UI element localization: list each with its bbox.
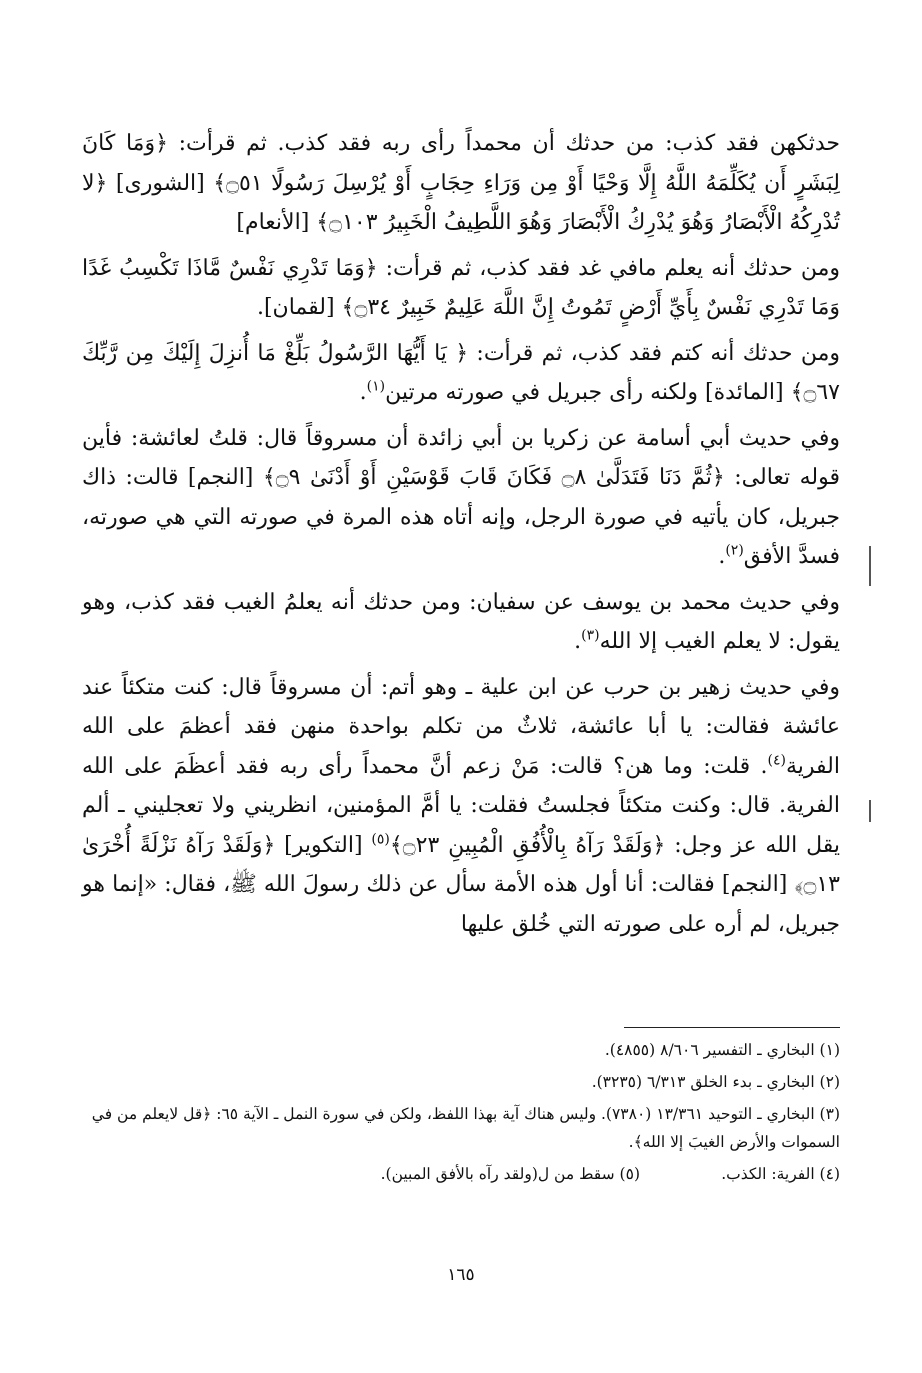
footnote-divider: [624, 1027, 840, 1028]
paragraph-4: وفي حديث أبي أسامة عن زكريا بن أبي زائدة أن مسروقاً قال: قلتُ لعائشة: فأين قوله تعالى: ﴿ثُمَّ دَنَا فَتَدَلَّىٰ ۝٨ فَكَانَ قَابَ قَوْسَيْنِ أَوْ أَدْنَىٰ ۝٩﴾ [النجم] قالت: ذاك جبريل، كان يأتيه في صورة الرجل، وإنه أتاه هذه المرة في صورته التي هي صورته، فسدَّ الأفق$^{(٢)}$.: [82, 425, 840, 569]
paragraph-2: [82, 249, 840, 328]
footnote-ref-3[interactable]: (٣): [581, 627, 600, 644]
paragraph-1: [82, 124, 840, 243]
paragraph-text: ومن حدثك أنه يعلم مافي غد فقد كذب، ثم قرأت: ﴿وَمَا تَدْرِي نَفْسٌ مَّاذَا تَكْسِبُ غَدًا وَمَا تَدْرِي نَفْسٌ بِأَيِّ أَرْضٍ تَمُوتُ إِنَّ اللَّهَ عَلِيمٌ خَبِيرٌ ۝٣٤﴾ [لقمان].: [82, 255, 840, 320]
paragraph-text: وفي حديث أبي أسامة عن زكريا بن أبي زائدة أن مسروقاً قال: قلتُ لعائشة: فأين قوله تعالى: ﴿ثُمَّ دَنَا فَتَدَلَّىٰ ۝٨ فَكَانَ قَابَ قَوْسَيْنِ أَوْ أَدْنَىٰ ۝٩﴾ [النجم] قالت: ذاك جبريل، كان يأتيه في صورة الرجل، وإنه أتاه هذه المرة في صورته التي هي صورته، فسدَّ الأفق: [82, 425, 840, 569]
paragraph-text: حدثكهن فقد كذب: من حدثك أن محمداً رأى ربه فقد كذب. ثم قرأت: ﴿وَمَا كَانَ لِبَشَرٍ أَن يُكَلِّمَهُ اللَّهُ إِلَّا وَحْيًا أَوْ مِن وَرَاءِ حِجَابٍ أَوْ يُرْسِلَ رَسُولًا ۝٥١﴾ [الشورى] ﴿لا تُدْرِكُهُ الْأَبْصَارُ وَهُوَ يُدْرِكُ الْأَبْصَارَ وَهُوَ اللَّطِيفُ الْخَبِيرُ ۝١٠٣﴾ [الأنعام]: [82, 131, 840, 235]
paragraph-text: [التكوير] ﴿وَلَقَدْ رَآهُ نَزْلَةً أُخْرَىٰ ۝١٣﴾ [النجم] فقالت: أنا أول هذه الأمة سأل عن ذلك رسولَ الله ﷺ، فقال: «إنما هو جبريل، لم أره على صورته التي خُلق عليها: [82, 832, 840, 937]
footnote-ref-2[interactable]: (٢): [725, 542, 744, 559]
main-text: [82, 124, 840, 950]
paragraph-text: ومن حدثك أنه كتم فقد كذب، ثم قرأت: ﴿ يَا أَيُّهَا الرَّسُولُ بَلِّغْ مَا أُنزِلَ إِلَيْكَ مِن رَّبِّكَ ۝٦٧﴾ [المائدة] ولكنه رأى جبريل في صورته مرتين: [82, 340, 840, 405]
scan-edge-mark: [869, 800, 871, 822]
paragraph-6: وفي حديث زهير بن حرب عن ابن علية ـ وهو أتم: أن مسروقاً قال: كنت متكئاً عند عائشة فقالت: يا أبا عائشة، ثلاثٌ من تكلم بواحدة منهن فقد أعظمَ على الله الفرية$^{(٤)}$. قلت: وما هن؟ قالت: مَنْ زعم أنَّ محمداً رأى ربه فقد أعظَمَ على الله الفرية. قال: وكنت متكئاً فجلستُ فقلت: يا أمَّ المؤمنين، انظريني ولا تعجليني ـ ألم يقل الله عز وجل: ﴿وَلَقَدْ رَآهُ بِالْأُفُقِ الْمُبِينِ ۝٢٣﴾$^{(٥)}$ [التكوير] ﴿وَلَقَدْ رَآهُ نَزْلَةً أُخْرَىٰ ۝١٣﴾ [النجم] فقالت: أنا أول هذه الأمة سأل عن ذلك رسولَ الله ﷺ، فقال: «إنما هو جبريل، لم أره على صورته التي خُلق عليها: [82, 674, 840, 937]
paragraph-3: ومن حدثك أنه كتم فقد كذب، ثم قرأت: ﴿ يَا أَيُّهَا الرَّسُولُ بَلِّغْ مَا أُنزِلَ إِلَيْكَ مِن رَّبِّكَ ۝٦٧﴾ [المائدة] ولكنه رأى جبريل في صورته مرتين$^{(١)}$.: [82, 340, 840, 405]
footnote-ref-5[interactable]: (٥): [371, 831, 390, 848]
paragraph-text: وفي حديث زهير بن حرب عن ابن علية ـ وهو أتم: أن مسروقاً قال: كنت متكئاً عند عائشة فقالت: يا أبا عائشة، ثلاثٌ من تكلم بواحدة منهن فقد أعظمَ على الله الفرية: [82, 674, 840, 779]
footnote-1: (١) البخاري ـ التفسير ٨/٦٠٦ (٤٨٥٥).: [604, 1041, 840, 1059]
footnotes: [82, 1036, 840, 1188]
footnote-3: (٣) البخاري ـ التوحيد ١٣/٣٦١ (٧٣٨٠). وليس هناك آية بهذا اللفظ، ولكن في سورة النمل ـ الآية ٦٥: ﴿قل لايعلم من في السموات والأرض الغيبَ إلا الله﴾.: [91, 1105, 840, 1151]
paragraph-text: وفي حديث محمد بن يوسف عن سفيان: ومن حدثك أنه يعلمُ الغيب فقد كذب، وهو يقول: لا يعلم الغيب إلا الله: [82, 589, 840, 654]
footnote-ref-4[interactable]: (٤): [767, 752, 786, 769]
footnote-4: (٤) الفرية: الكذب.: [721, 1165, 840, 1183]
footnote-5: (٥) سقط من ل(ولقد رآه بالأفق المبين).: [380, 1165, 640, 1183]
page-number: ١٦٥: [447, 1265, 475, 1285]
paragraph-5: وفي حديث محمد بن يوسف عن سفيان: ومن حدثك أنه يعلمُ الغيب فقد كذب، وهو يقول: لا يعلم الغيب إلا الله$^{(٣)}$.: [82, 589, 840, 654]
footnote-ref-1[interactable]: (١): [366, 378, 386, 395]
paragraph-text: قلت: وما هن؟ قالت: مَنْ زعم أنَّ محمداً رأى ربه فقد أعظَمَ على الله الفرية. قال: وكنت متكئاً فجلستُ فقلت: يا أمَّ المؤمنين، انظريني ولا تعجليني ـ ألم يقل الله عز وجل: ﴿وَلَقَدْ رَآهُ بِالْأُفُقِ الْمُبِينِ ۝٢٣﴾: [82, 753, 840, 858]
scan-edge-mark: [869, 546, 871, 586]
footnote-2: (٢) البخاري ـ بدء الخلق ٦/٣١٣ (٣٢٣٥).: [591, 1073, 840, 1091]
footnote-row: [82, 1160, 840, 1188]
